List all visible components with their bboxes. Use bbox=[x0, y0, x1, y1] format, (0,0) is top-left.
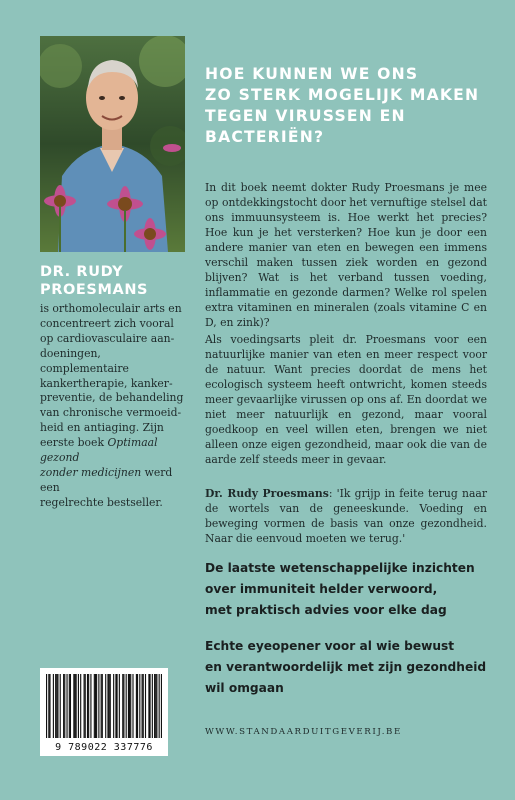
highlight-line: Echte eyeopener voor al wie bewust bbox=[205, 639, 455, 653]
author-name-line1: DR. RUDY bbox=[40, 264, 124, 280]
barcode-bar bbox=[95, 674, 96, 738]
author-photo bbox=[40, 36, 185, 252]
book-title: Optimaal gezond bbox=[40, 436, 158, 465]
barcode-bar bbox=[148, 674, 149, 738]
barcode-bar bbox=[139, 674, 140, 738]
barcode-bar bbox=[94, 674, 95, 738]
barcode-bar bbox=[64, 674, 65, 738]
barcode-bar bbox=[161, 674, 162, 738]
barcode-bar bbox=[96, 674, 97, 738]
book-title: zonder medicijnen bbox=[40, 465, 142, 479]
barcode-bar bbox=[132, 674, 133, 738]
highlight-line: De laatste wetenschappelijke inzichten bbox=[205, 561, 475, 575]
barcode-bar bbox=[49, 674, 50, 738]
headline-line: TEGEN VIRUSSEN EN bbox=[205, 107, 406, 125]
author-portrait-image bbox=[40, 36, 185, 252]
barcode-bar bbox=[123, 674, 124, 738]
barcode-bar bbox=[46, 674, 47, 738]
barcode-bar bbox=[142, 674, 143, 738]
barcode-bar bbox=[155, 674, 156, 738]
bio-line: concentreert zich vooral bbox=[40, 316, 174, 330]
barcode-bar bbox=[55, 674, 56, 738]
barcode-bar bbox=[107, 674, 108, 738]
barcode-bar bbox=[98, 674, 99, 738]
barcode-bar bbox=[73, 674, 74, 738]
barcode-bar bbox=[152, 674, 153, 738]
quote-paragraph bbox=[205, 486, 487, 546]
barcode-bar bbox=[102, 674, 103, 738]
barcode-bar bbox=[129, 674, 130, 738]
highlight-line: en verantwoordelijk met zijn gezondheid bbox=[205, 660, 487, 674]
barcode-bar bbox=[85, 674, 86, 738]
barcode-bar bbox=[115, 674, 116, 738]
publisher-website: WWW.STANDAARDUITGEVERIJ.BE bbox=[205, 727, 402, 737]
barcode-bar bbox=[122, 674, 123, 738]
bio-line: is orthomoleculair arts en bbox=[40, 302, 182, 315]
barcode-bar bbox=[57, 674, 58, 738]
quote-text: : 'Ik grijp in feite terug naar de wortels van de geneeskunde. Voeding en beweging vormen de basis van onze gezondheid. Naar die eenvoud moeten we terug.' bbox=[205, 487, 487, 545]
bio-line: doeningen, complementaire bbox=[40, 346, 129, 375]
barcode-bar bbox=[69, 674, 70, 738]
bio-line: van chronische vermoeid- bbox=[40, 406, 182, 420]
barcode-bar bbox=[56, 674, 57, 738]
headline-line: BACTERIËN? bbox=[205, 128, 325, 146]
barcode-bar bbox=[74, 674, 75, 738]
barcode-bar bbox=[66, 674, 67, 738]
highlight-line: over immuniteit helder verwoord, bbox=[205, 582, 438, 596]
barcode-bar bbox=[80, 674, 81, 738]
barcode-bar bbox=[137, 674, 138, 738]
barcode-bars bbox=[46, 674, 162, 738]
barcode-bar bbox=[53, 674, 54, 738]
barcode-bar bbox=[48, 674, 49, 738]
barcode-bar bbox=[76, 674, 77, 738]
barcode-bar bbox=[128, 674, 129, 738]
barcode-bar bbox=[84, 674, 85, 738]
barcode-bar bbox=[63, 674, 64, 738]
barcode-bar bbox=[117, 674, 118, 738]
barcode-bar bbox=[101, 674, 102, 738]
highlight-line: wil omgaan bbox=[205, 681, 284, 695]
isbn-barcode bbox=[40, 668, 168, 756]
headline-line: HOE KUNNEN WE ONS bbox=[205, 65, 419, 83]
barcode-bar bbox=[145, 674, 146, 738]
body-paragraph-1: In dit boek neemt dokter Rudy Proesmans je mee op ontdekkingstocht door het vernuftige stelsel dat ons immuunsysteem is. Hoe werkt het precies? Hoe kun je het versterken? Hoe kun je door een andere manier van eten en bewegen een immens verschil maken tussen ziek worden en gezond blijven? Wat is het verband tussen voeding, inflammatie en gezonde darmen? Welke rol spelen extra vitaminen en mineralen (zoals vitamine C en D, en zink)? bbox=[205, 181, 487, 329]
barcode-bar bbox=[60, 674, 61, 738]
barcode-bar bbox=[105, 674, 106, 738]
bio-line: werd een bbox=[40, 465, 173, 494]
barcode-number: 9 789022 337776 bbox=[55, 742, 153, 753]
barcode-bar bbox=[126, 674, 127, 738]
barcode-bar bbox=[110, 674, 111, 738]
barcode-bar bbox=[143, 674, 144, 738]
barcode-bar bbox=[130, 674, 131, 738]
headline-line: ZO STERK MOGELIJK MAKEN bbox=[205, 86, 480, 104]
headline bbox=[205, 64, 495, 148]
author-bio bbox=[40, 302, 190, 511]
bio-line: heid en antiaging. Zijn bbox=[40, 421, 164, 435]
highlight-2 bbox=[205, 636, 495, 699]
barcode-bar bbox=[70, 674, 71, 738]
barcode-bar bbox=[87, 674, 88, 738]
highlight-line: met praktisch advies voor elke dag bbox=[205, 603, 447, 617]
highlight-1 bbox=[205, 558, 495, 621]
body-paragraph-2: Als voedingsarts pleit dr. Proesmans voor een natuurlijke manier van eten en meer respect voor de natuur. Want precies doordat de mens het ecologisch systeem heeft ontwricht, komen steeds meer gevaarlijke virussen op ons af. En doordat we niet meer natuurlijk en gezond, maar vooral goedkoop en veel willen eten, brengen we niet alleen onze eigen gezondheid, maar ook die van de aarde zelf steeds meer in gevaar. bbox=[205, 333, 487, 466]
barcode-bar bbox=[159, 674, 160, 738]
bio-line: op cardiovasculaire aan- bbox=[40, 331, 175, 345]
author-name-line2: PROESMANS bbox=[40, 282, 149, 298]
quote-speaker: Dr. Rudy Proesmans bbox=[205, 487, 329, 500]
barcode-bar bbox=[119, 674, 120, 738]
author-name bbox=[40, 263, 190, 299]
bio-line: kankertherapie, kanker- bbox=[40, 376, 173, 390]
barcode-bar bbox=[154, 674, 155, 738]
bio-line: regelrechte bestseller. bbox=[40, 495, 163, 509]
barcode-bar bbox=[156, 674, 157, 738]
barcode-bar bbox=[109, 674, 110, 738]
barcode-bar bbox=[78, 674, 79, 738]
barcode-bar bbox=[149, 674, 150, 738]
barcode-bar bbox=[113, 674, 114, 738]
bio-line: eerste boek bbox=[40, 436, 104, 450]
barcode-bar bbox=[88, 674, 89, 738]
bio-line: preventie, de behandeling bbox=[40, 391, 184, 405]
barcode-bar bbox=[136, 674, 137, 738]
barcode-bar bbox=[90, 674, 91, 738]
